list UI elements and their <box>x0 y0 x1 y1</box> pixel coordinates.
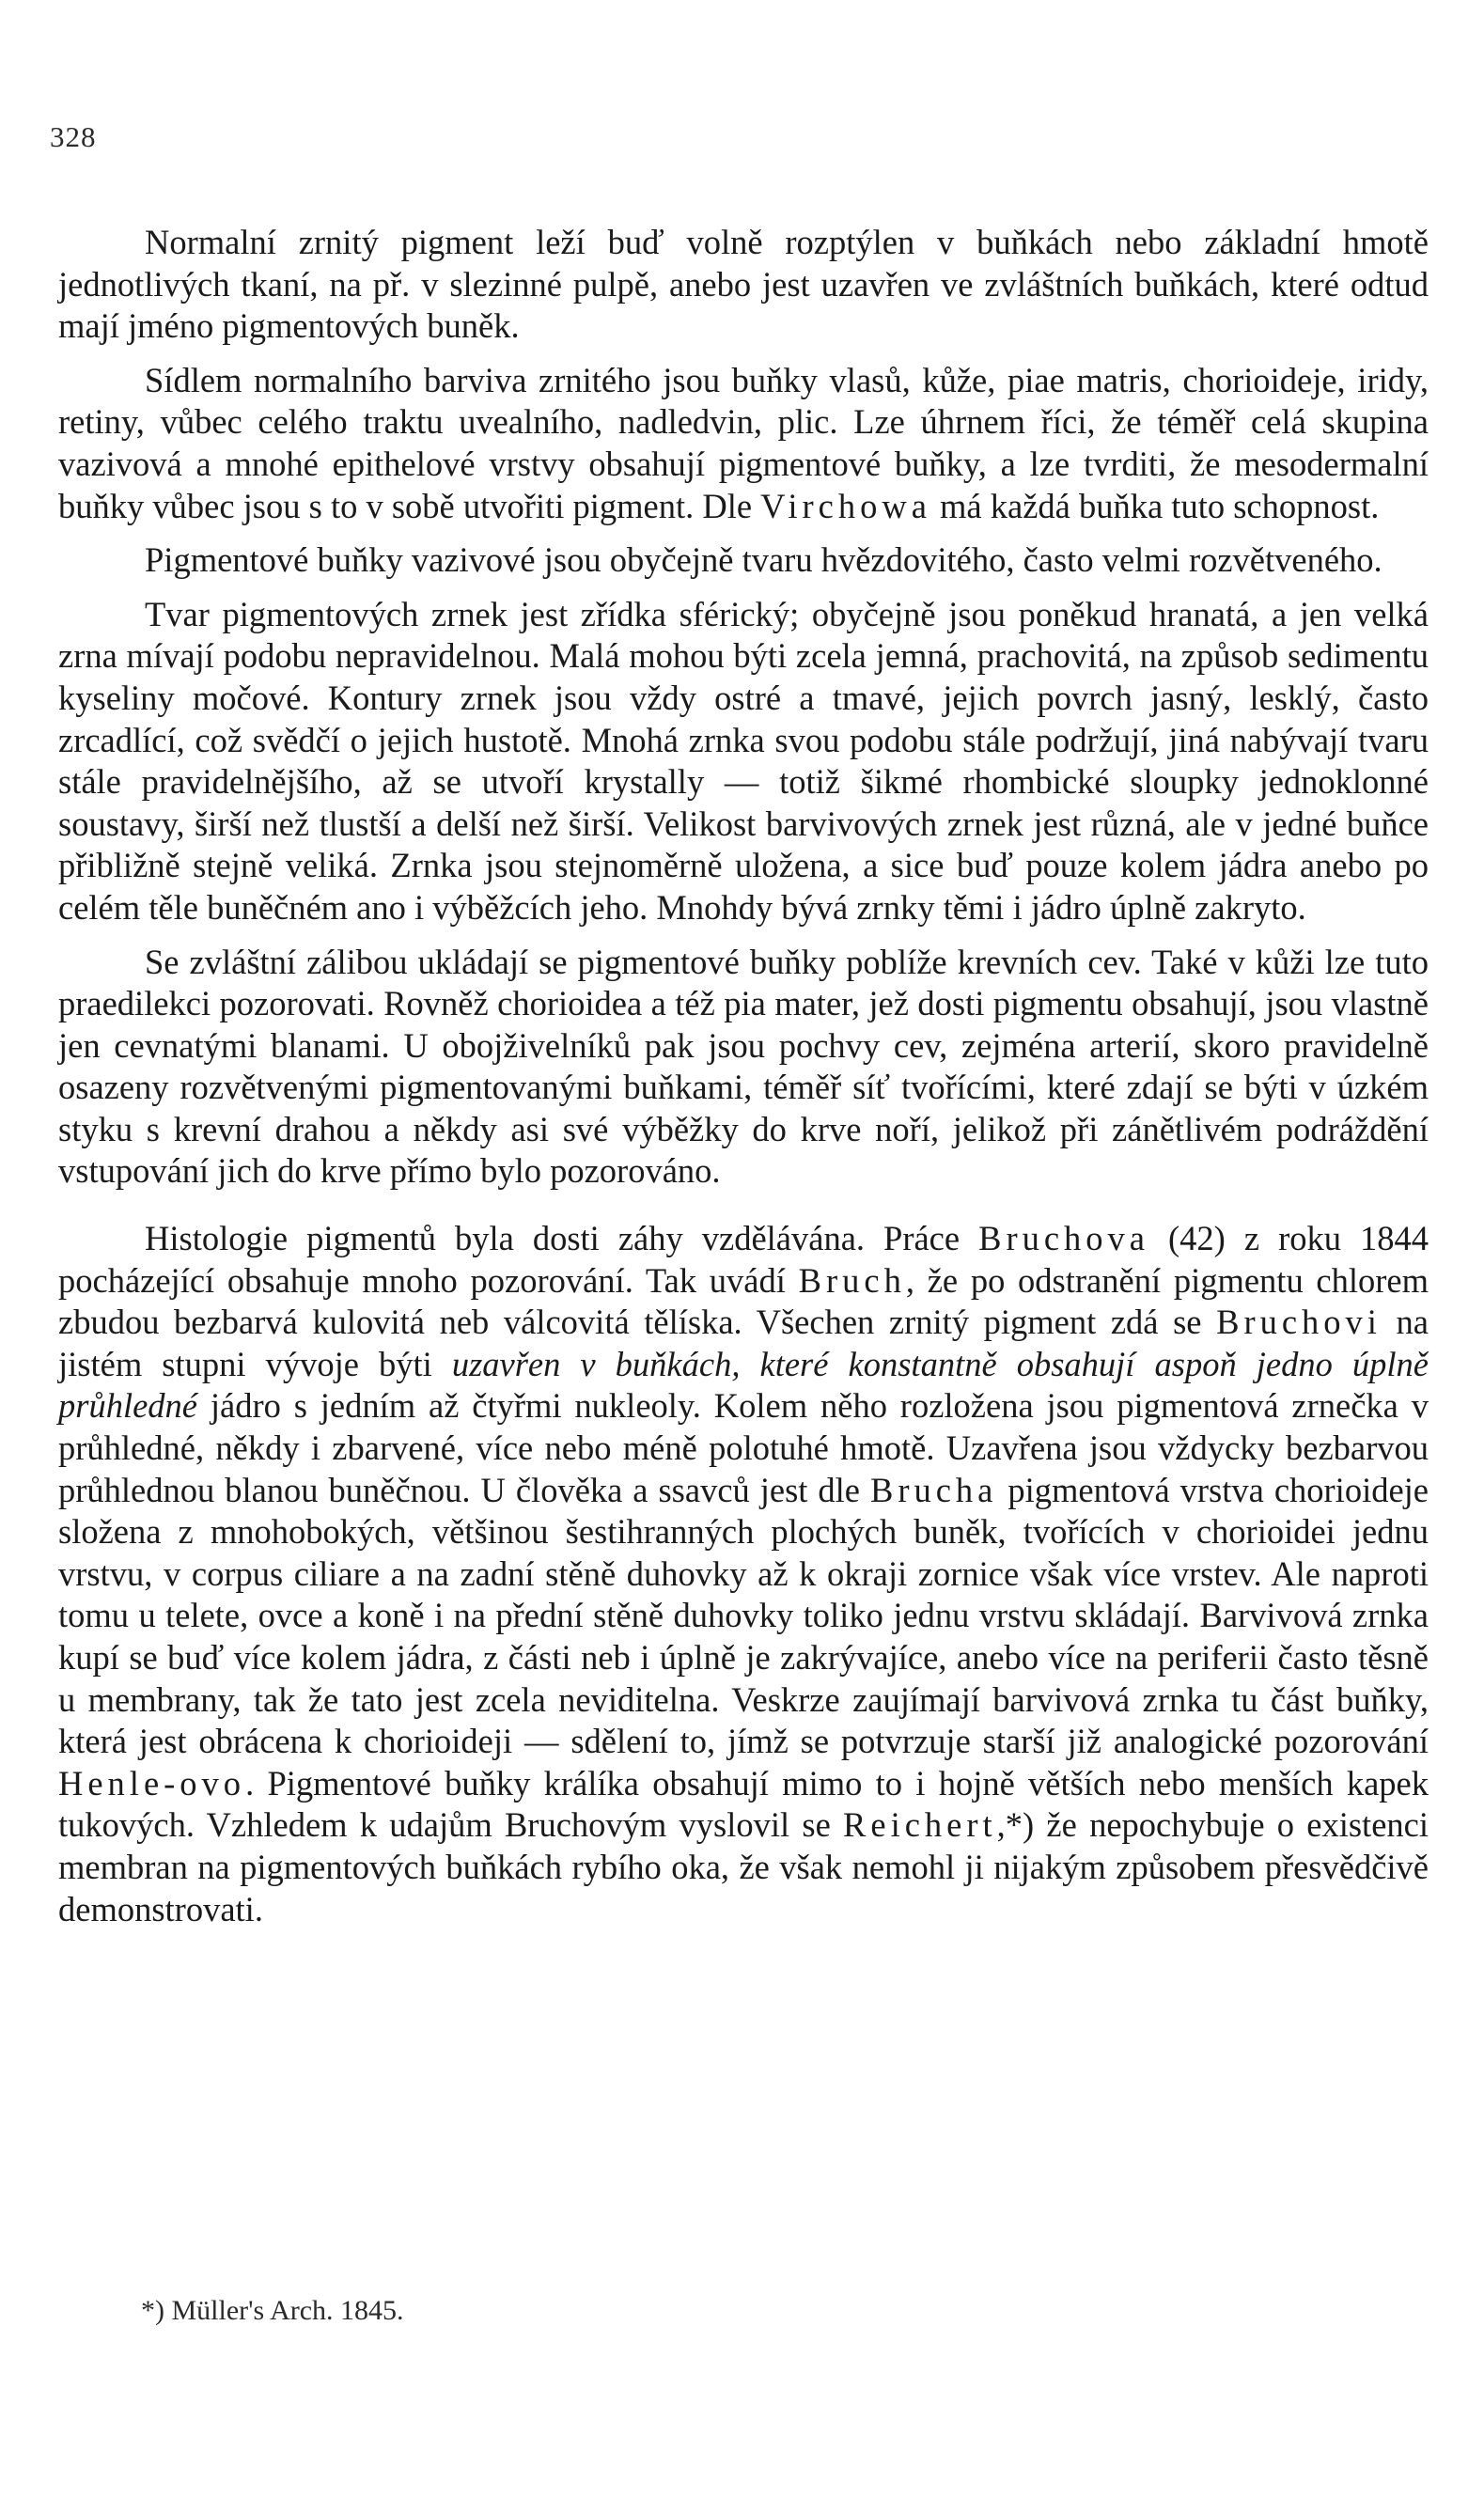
paragraph-6-text-a: Histologie pigmentů byla dosti záhy vzdělávána. Práce <box>145 1219 979 1258</box>
paragraph-6-text-i: ,*) že nepochybuje o existenci membran na pigmentových buňkách rybího oka, že však nemohl ji nijakým způsobem přesvědčivě demonstrovati. <box>58 1805 1429 1928</box>
author-name-brucha: Brucha <box>869 1470 998 1509</box>
author-name-henle: Henle-ovo <box>58 1763 246 1803</box>
author-name-bruchovi: Bruchovi <box>1216 1303 1382 1342</box>
paragraph-6-text-e: jádro s jedním až čtyřmi nukleoly. Kolem něho rozložena jsou pigmentová zrnečka v průhledné, někdy i zbarvené, více nebo méně polotuhé hmotě. Uzavřena jsou vždycky bezbarvou průhlednou blanou buněčnou. U člověka a ssavců jest dle <box>58 1386 1429 1509</box>
paragraph-1: Normalní zrnitý pigment leží buď volně rozptýlen v buňkách nebo základní hmotě jednotlivých tkaní, na př. v slezinné pulpě, anebo jest uzavřen ve zvláštních buňkách, které odtud mají jméno pigmentových buněk. <box>58 223 1429 346</box>
author-name-bruchova: Bruchova <box>978 1219 1150 1258</box>
paragraph-6-text-f: pigmentová vrstva chorioideje složena z mnohobokých, většinou šestihranných plochých buněk, tvořících v chorioidei jednu vrstvu, v corpus ciliare a na zadní stěně duhovky až k okraji zornice však více vrstev. Ale naproti tomu u telete, ovce a koně i na přední stěně duhovky toliko jednu vrstvu skládají. Barvivová zrnka kupí se buď více kolem jádra, z části neb i úplně je zakrývajíce, anebo více na periferii často těsně u membrany, tak že tato jest zcela neviditelna. Veskrze zaujímají barvivová zrnka tu část buňky, která jest obrácena k chorioideji — sdělení to, jímž se potvrzuje starší již analogické pozorování <box>58 1470 1429 1761</box>
footnote: *) Müller's Arch. 1845. <box>141 2295 404 2326</box>
paragraph-6 <box>58 1218 1429 1930</box>
paragraph-6-text-d: na jistém stupni vývoje býti <box>58 1303 1429 1383</box>
paragraph-6-text-b: (42) z roku 1844 pocházející obsahuje mnoho pozorování. Tak uvádí <box>58 1219 1429 1300</box>
paragraph-2-text-b: má každá buňka tuto schopnost. <box>930 486 1380 525</box>
paragraph-3: Pigmentové buňky vazivové jsou obyčejně tvaru hvězdovitého, často velmi rozvětveného. <box>145 540 1382 580</box>
author-name-virchow: Virchowa <box>760 486 931 525</box>
paragraph-6-text-h: vyslovil se <box>666 1805 844 1845</box>
paragraph-6-text-g: . Pigmentové buňky králíka obsahují mimo to i hojně větších nebo menších kapek tukových. Vzhledem k udajům <box>58 1763 1429 1845</box>
author-name-bruch: Bruch <box>798 1260 906 1300</box>
author-name-bruchovym: Bruchovým <box>504 1805 667 1845</box>
author-name-reichert: Reichert <box>843 1805 997 1845</box>
paragraph-2 <box>58 360 1429 527</box>
italic-passage: uzavřen v buňkách, které konstantně obsahují aspoň jedno úplně průhledné <box>58 1344 1429 1426</box>
paragraph-5: Se zvláštní zálibou ukládají se pigmentové buňky poblíže krevních cev. Také v kůži lze tuto praedilekci pozorovati. Rovněž chorioidea a též pia mater, jež dosti pigmentu obsahují, jsou vlastně jen cevnatými blanami. U obojživelníků pak jsou pochvy cev, zejména arterií, skoro pravidelně osazeny rozvětvenými pigmentovanými buňkami, téměř síť tvořícími, které zdají se býti v úzkém styku s krevní drahou a někdy asi své výběžky do krve noří, jelikož při zánětlivém podráždění vstupování jich do krve přímo bylo pozorováno. <box>58 942 1429 1191</box>
body-text <box>58 222 1429 1930</box>
paragraph-6-text-c: , že po odstranění pigmentu chlorem zbudou bezbarvá kulovitá neb válcovitá tělíska. Všechen zrnitý pigment zdá se <box>58 1260 1429 1342</box>
paragraph-4: Tvar pigmentových zrnek jest zřídka sférický; obyčejně jsou poněkud hranatá, a jen velká zrna mívají podobu nepravidelnou. Malá mohou býti zcela jemná, prachovitá, na způsob sedimentu kyseliny močové. Kontury zrnek jsou vždy ostré a tmavé, jejich povrch jasný, lesklý, často zrcadlící, což svědčí o jejich hustotě. Mnohá zrnka svou podobu stále podržují, jiná nabývají tvaru stále pravidelnějšího, až se utvoří krystally — totiž šikmé rhombické sloupky jednoklonné soustavy, širší než tlustší a delší než širší. Velikost barvivových zrnek jest různá, ale v jedné buňce přibližně stejně veliká. Zrnka jsou stejnoměrně uložena, a sice buď pouze kolem jádra anebo po celém těle buněčném ano i výběžcích jeho. Mnohdy bývá zrnky těmi i jádro úplně zakryto. <box>58 594 1429 927</box>
page-number: 328 <box>50 120 97 153</box>
paragraph-2-text-a: Sídlem normalního barviva zrnitého jsou buňky vlasů, kůže, piae matris, chorioideje, iridy, retiny, vůbec celého traktu uvealního, nadledvin, plic. Lze úhrnem říci, že téměř celá skupina vazivová a mnohé epithelové vrstvy obsahují pigmentové buňky, a lze tvrditi, že mesodermalní buňky vůbec jsou s to v sobě utvořiti pigment. Dle <box>58 360 1429 525</box>
